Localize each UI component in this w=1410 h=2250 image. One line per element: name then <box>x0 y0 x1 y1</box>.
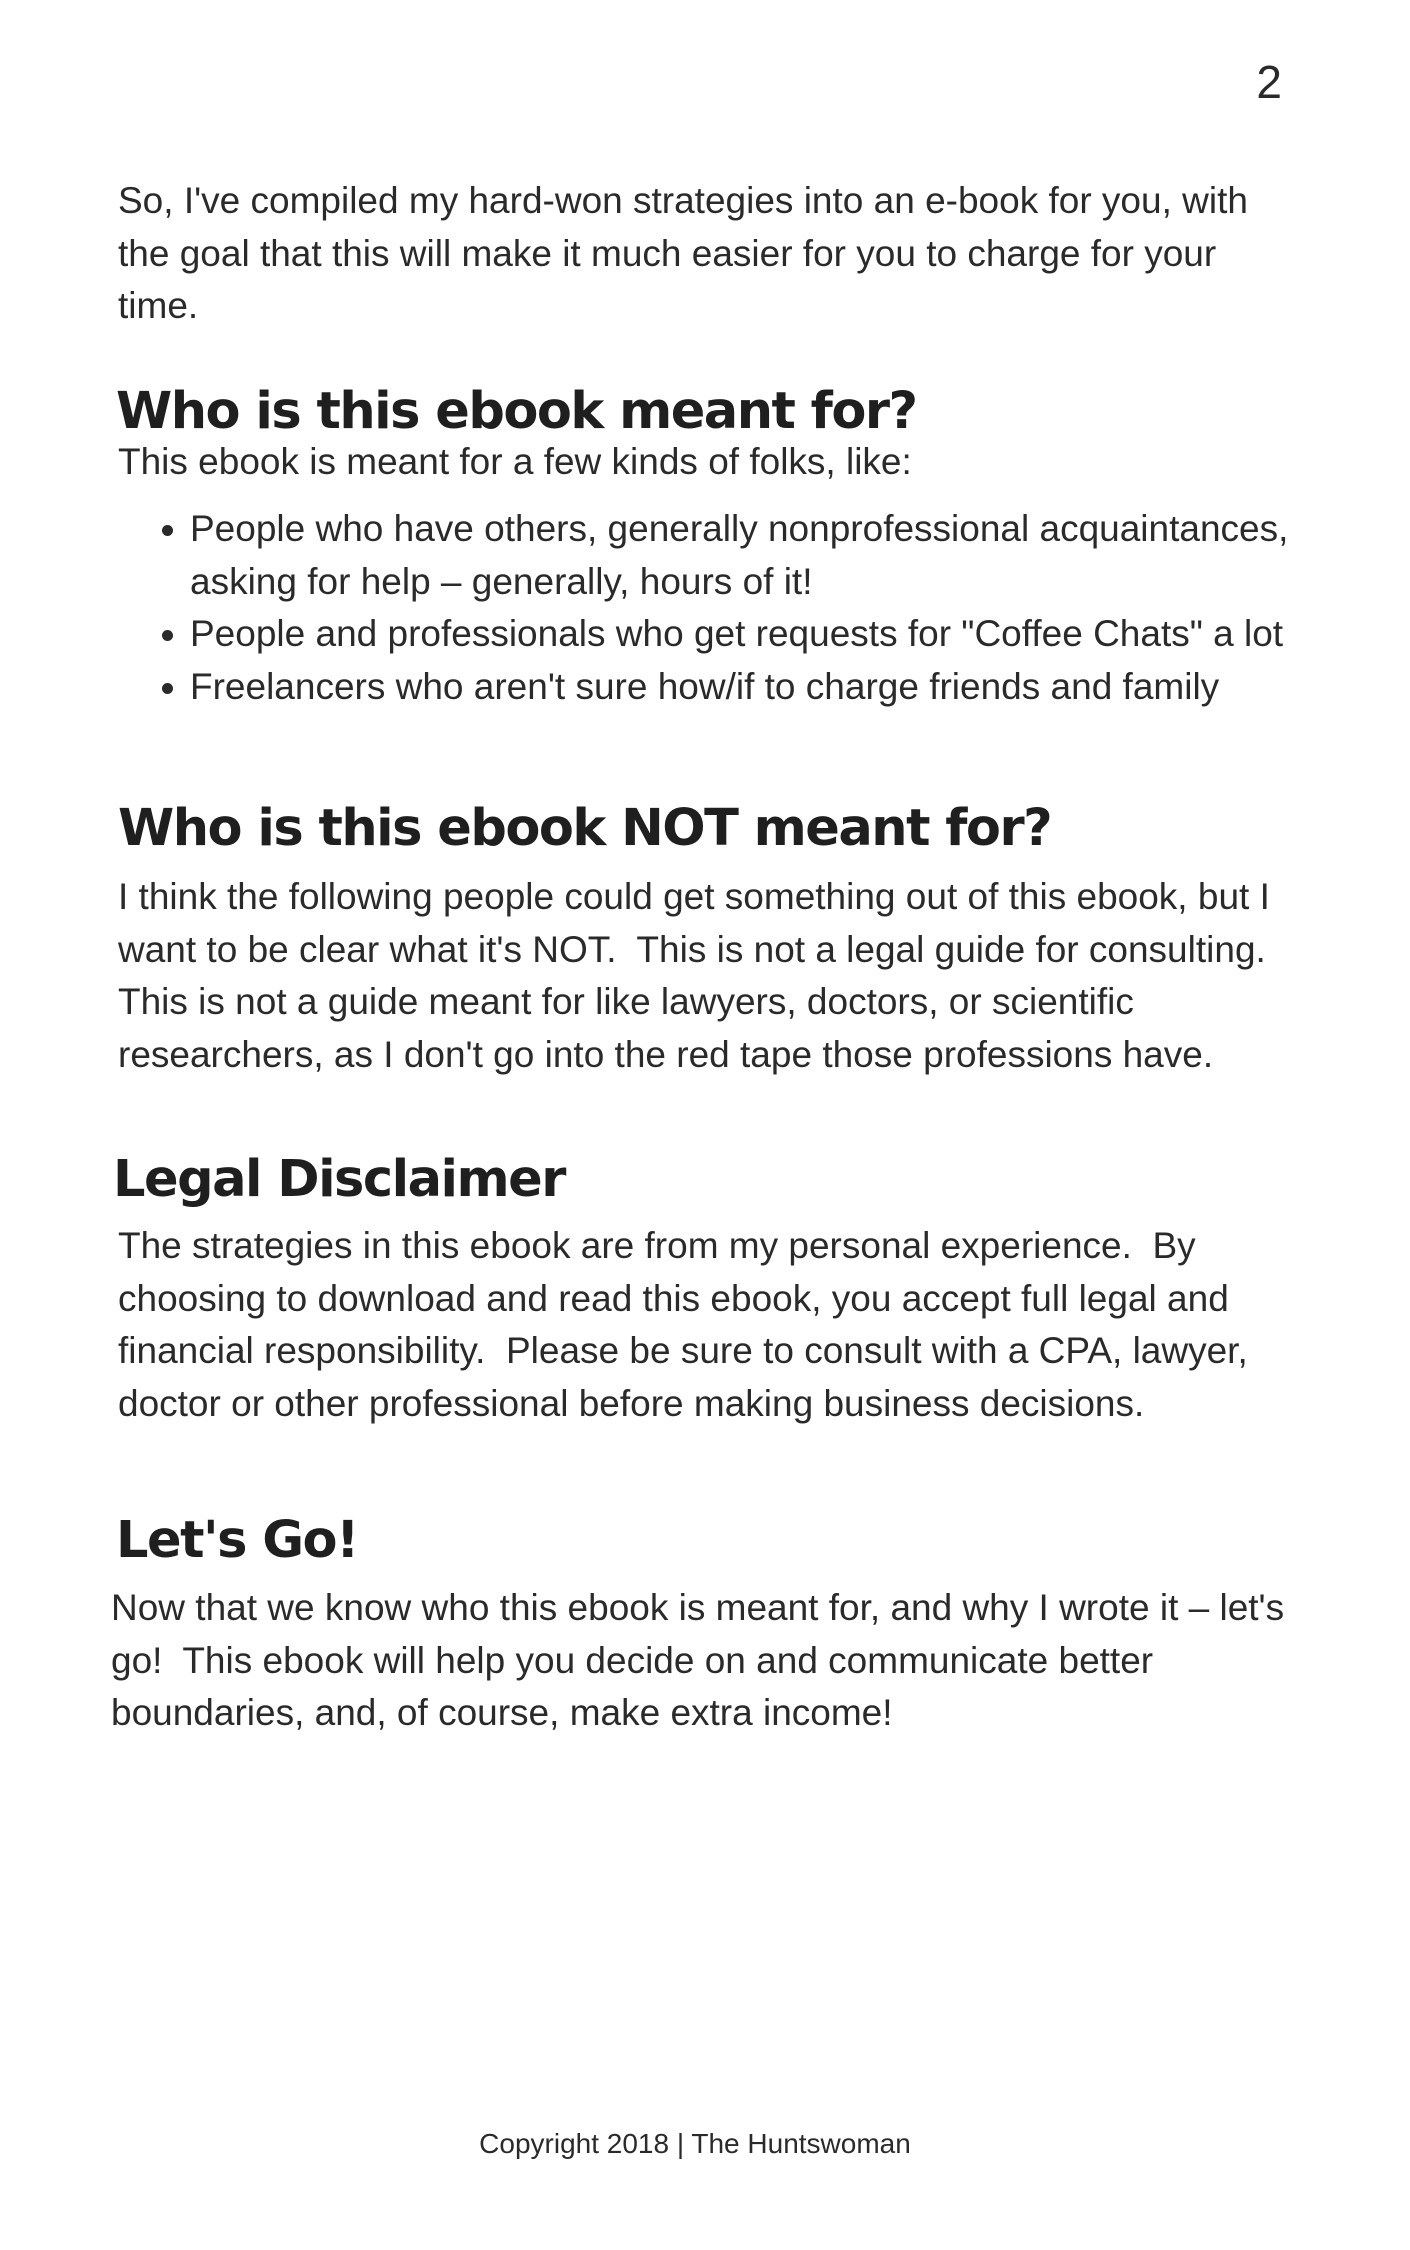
section-heading: Legal Disclaimer <box>113 1150 565 1209</box>
section-intro-paragraph: This ebook is meant for a few kinds of folks, like: <box>118 441 912 482</box>
section-lets-go <box>116 1511 1316 1571</box>
audience-list-container <box>118 503 1298 713</box>
footer-copyright: Copyright 2018 | The Huntswoman <box>479 2128 911 2159</box>
section-legal-disclaimer <box>113 1150 1313 1210</box>
section-meant-for <box>116 382 1316 442</box>
section-not-meant-for-body <box>118 871 1338 1081</box>
section-paragraph: I think the following people could get something out of this ebook, but I want to be clear what it's NOT. This is not a legal guide for consulting. This is not a guide meant for like lawyers, doctors, or scientific researchers, as I don't go into the red tape those professions have. <box>118 876 1281 1075</box>
page-number: 2 <box>1256 56 1282 108</box>
list-item: People who have others, generally nonprofessional acquaintances, asking for help – generally, hours of it! <box>118 503 1298 608</box>
intro-section <box>118 175 1298 333</box>
section-paragraph: Now that we know who this ebook is meant for, and why I wrote it – let's go! This ebook will help you decide on and communicate better boundaries, and, of course, make extra income! <box>111 1587 1295 1733</box>
section-heading: Let's Go! <box>116 1511 358 1570</box>
section-not-meant-for <box>118 799 1318 859</box>
list-item: Freelancers who aren't sure how/if to charge friends and family <box>118 661 1298 714</box>
list-item: People and professionals who get requests for "Coffee Chats" a lot <box>118 608 1298 661</box>
section-paragraph: The strategies in this ebook are from my personal experience. By choosing to download and read this ebook, you accept full legal and financial responsibility. Please be sure to consult with a CPA, lawyer, doctor or other professional before making business decisions. <box>118 1225 1259 1424</box>
section-heading: Who is this ebook meant for? <box>116 382 917 441</box>
intro-paragraph: So, I've compiled my hard-won strategies into an e-book for you, with the goal that this will make it much easier for you to charge for your time. <box>118 180 1259 326</box>
audience-list <box>118 503 1298 713</box>
section-heading: Who is this ebook NOT meant for? <box>118 799 1052 858</box>
section-legal-disclaimer-body <box>118 1220 1308 1430</box>
section-lets-go-body <box>111 1582 1331 1740</box>
section-meant-for-body <box>118 436 1318 489</box>
